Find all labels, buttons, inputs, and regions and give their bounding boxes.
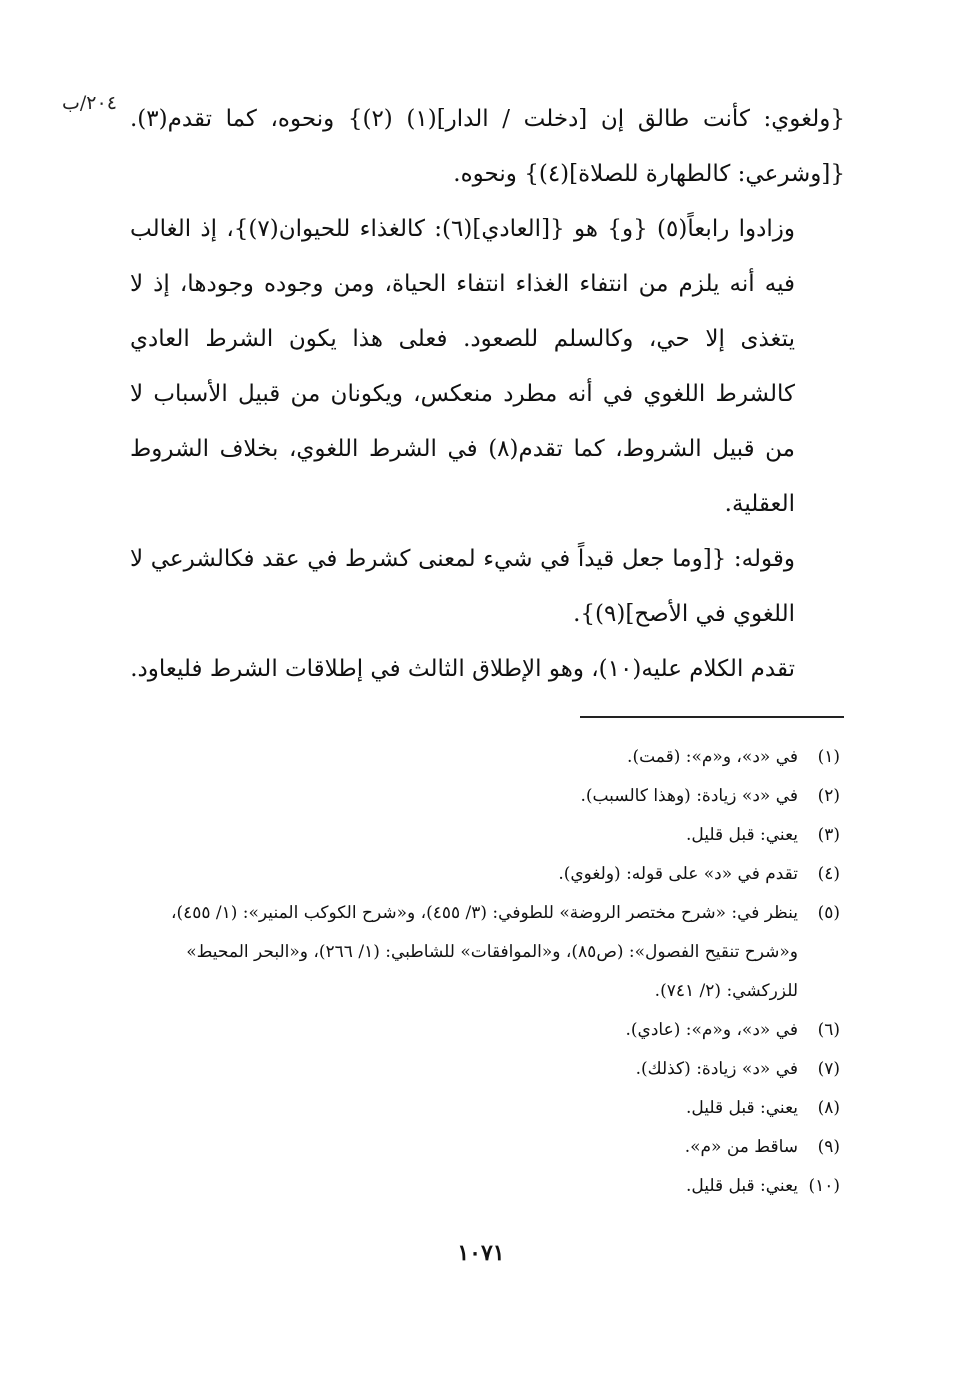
footnote-text: تقدم في «د» على قوله: (ولغوي).: [558, 864, 798, 884]
footnote-text: في «د» زيادة: (وهذا كالسبب).: [580, 786, 798, 806]
footnote-text: ينظر في: «شرح مختصر الروضة» للطوفي: (٣/ ٤٥٥)، و«شرح الكوكب المنير»: (١/ ٤٥٥)، و«شرح تنقيح الفصول»: (ص٨٥)، و«الموافقات» للشاطبي: (١/ ٢٦٦)، و«البحر المحيط» للزركشي: (٢/ ٧٤١).: [170, 903, 798, 1001]
paragraph-1: {ولغوي: كأنت طالق إن [دخلت / الدار](١) (٢)} ونحوه، كما تقدم(٣). {[وشرعي: كالطهارة للصلاة](٤)} ونحوه.: [130, 106, 845, 187]
footnote-number: (٩): [817, 1137, 840, 1157]
footnote: [140, 738, 840, 777]
footnote-number: (٨): [817, 1098, 840, 1118]
footnote-number: (٢): [817, 786, 840, 806]
page-number: ١٠٧١: [457, 1240, 505, 1266]
paragraph-4: تقدم الكلام عليه(١٠)، وهو الإطلاق الثالث في إطلاقات الشرط فليعاود.: [130, 656, 795, 682]
footnote-number: (١٠): [808, 1176, 840, 1196]
footnote: [140, 1011, 840, 1050]
footnote-text: في «د»، و«م»: (قمت).: [627, 747, 798, 767]
footnote: [140, 855, 840, 894]
footnote-text: في «د» زيادة: (كذلك).: [635, 1059, 798, 1079]
paragraph-3: وقوله: {[وما جعل قيداً في شيء لمعنى كشرط في عقد فكالشرعي لا اللغوي في الأصح](٩)}.: [130, 546, 795, 627]
footnote-number: (٦): [817, 1020, 840, 1040]
manuscript-folio-note: ٢٠٤/ب: [62, 92, 117, 114]
footnote: [140, 894, 840, 1011]
footnotes-list: [140, 738, 840, 1206]
footnote-text: يعني: قبل قليل.: [685, 825, 798, 845]
footnote-number: (٣): [817, 825, 840, 845]
footnote-number: (٥): [817, 903, 840, 923]
footnote: [140, 1128, 840, 1167]
footnote-number: (٤): [817, 864, 840, 884]
footnote: [140, 1167, 840, 1206]
footnote: [140, 1050, 840, 1089]
footnote: [140, 816, 840, 855]
footnote-number: (٧): [817, 1059, 840, 1079]
footnote-text: في «د»، و«م»: (عادي).: [625, 1020, 798, 1040]
paragraph-2: وزادوا رابعاً(٥) {و} هو {[العادي](٦): كالغذاء للحيوان(٧)}، إذ الغالب فيه أنه يلزم من انتفاء الغذاء انتفاء الحياة، ومن وجوده وجودها، إذ لا يتغذى إلا حي، وكالسلم للصعود. فعلى هذا يكون الشرط العادي كالشرط اللغوي في أنه مطرد منعكس، ويكونان من قبيل الأسباب لا من قبيل الشروط، كما تقدم(٨) في الشرط اللغوي، بخلاف الشروط العقلية.: [130, 216, 795, 517]
footnote-text: ساقط من «م».: [684, 1137, 798, 1157]
main-text: [130, 92, 845, 697]
footnote-number: (١): [817, 747, 840, 767]
footnote-separator: [580, 716, 844, 718]
footnote-text: يعني: قبل قليل.: [685, 1098, 798, 1118]
footnote-text: يعني: قبل قليل.: [685, 1176, 798, 1196]
footnote: [140, 1089, 840, 1128]
footnote: [140, 777, 840, 816]
